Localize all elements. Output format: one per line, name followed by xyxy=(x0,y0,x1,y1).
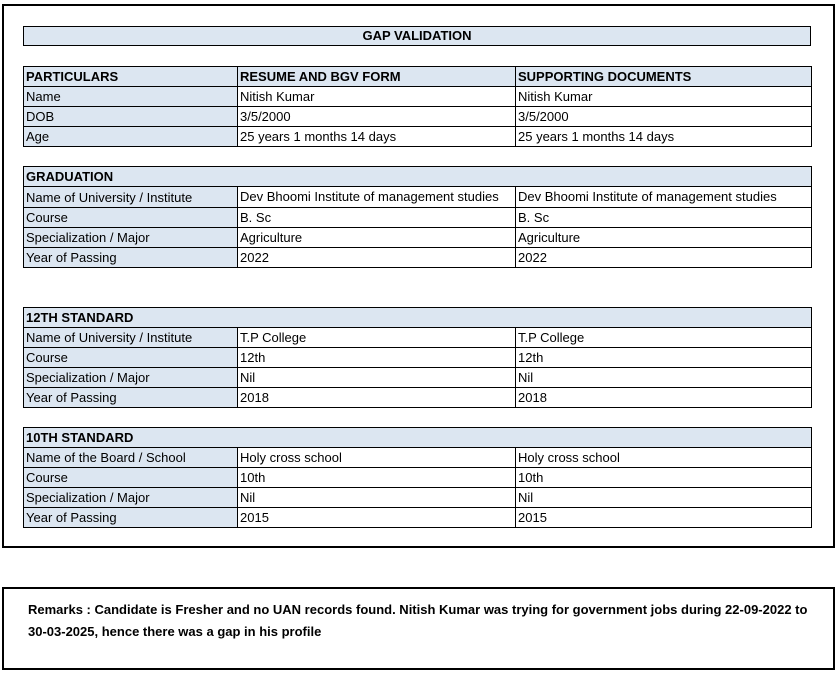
row-label: Name xyxy=(24,87,238,107)
column-header: SUPPORTING DOCUMENTS xyxy=(516,67,812,87)
table-row xyxy=(24,468,812,488)
row-label: Course xyxy=(24,208,238,228)
row-label: Name of University / Institute xyxy=(24,187,238,208)
table-header-row xyxy=(24,67,812,87)
row-label: Specialization / Major xyxy=(24,228,238,248)
resume-value: Nil xyxy=(238,488,516,508)
row-label: Specialization / Major xyxy=(24,368,238,388)
table-row xyxy=(24,388,812,408)
table-row xyxy=(24,328,812,348)
document-value: 12th xyxy=(516,348,812,368)
document-value: 10th xyxy=(516,468,812,488)
section-table xyxy=(23,427,812,528)
document-value: 2015 xyxy=(516,508,812,528)
document-value: Nil xyxy=(516,488,812,508)
table-row xyxy=(24,127,812,147)
row-label: Year of Passing xyxy=(24,248,238,268)
document-value: 2022 xyxy=(516,248,812,268)
section-table xyxy=(23,307,812,408)
section-title: GRADUATION xyxy=(24,167,812,187)
document-value: 3/5/2000 xyxy=(516,107,812,127)
table-row xyxy=(24,348,812,368)
remarks-box xyxy=(2,587,835,670)
resume-value: 2018 xyxy=(238,388,516,408)
document-value: Nil xyxy=(516,368,812,388)
row-label: DOB xyxy=(24,107,238,127)
document-value: Agriculture xyxy=(516,228,812,248)
row-label: Course xyxy=(24,468,238,488)
section-title: 10TH STANDARD xyxy=(24,428,812,448)
table-row xyxy=(24,107,812,127)
resume-value: Agriculture xyxy=(238,228,516,248)
document-value: B. Sc xyxy=(516,208,812,228)
section-header-row xyxy=(24,308,812,328)
table-row xyxy=(24,448,812,468)
particulars-table xyxy=(23,66,812,147)
document-value: 25 years 1 months 14 days xyxy=(516,127,812,147)
table-row xyxy=(24,368,812,388)
row-label: Name of University / Institute xyxy=(24,328,238,348)
section-title: 12TH STANDARD xyxy=(24,308,812,328)
resume-value: Dev Bhoomi Institute of management studies xyxy=(238,187,516,208)
resume-value: 2022 xyxy=(238,248,516,268)
document-value: Holy cross school xyxy=(516,448,812,468)
table-row xyxy=(24,208,812,228)
table-row xyxy=(24,488,812,508)
section-table xyxy=(23,166,812,268)
document-value: 2018 xyxy=(516,388,812,408)
document-value: T.P College xyxy=(516,328,812,348)
resume-value: Nitish Kumar xyxy=(238,87,516,107)
resume-value: T.P College xyxy=(238,328,516,348)
table-row xyxy=(24,248,812,268)
page-title: GAP VALIDATION xyxy=(23,26,811,46)
section-header-row xyxy=(24,167,812,187)
table-row xyxy=(24,508,812,528)
table-row xyxy=(24,228,812,248)
resume-value: 2015 xyxy=(238,508,516,528)
resume-value: Nil xyxy=(238,368,516,388)
row-label: Specialization / Major xyxy=(24,488,238,508)
section-header-row xyxy=(24,428,812,448)
resume-value: 12th xyxy=(238,348,516,368)
column-header: PARTICULARS xyxy=(24,67,238,87)
table-row xyxy=(24,87,812,107)
document-value: Dev Bhoomi Institute of management studies xyxy=(516,187,812,208)
resume-value: 25 years 1 months 14 days xyxy=(238,127,516,147)
resume-value: 3/5/2000 xyxy=(238,107,516,127)
row-label: Year of Passing xyxy=(24,508,238,528)
row-label: Age xyxy=(24,127,238,147)
remarks-text: Remarks : Candidate is Fresher and no UAN records found. Nitish Kumar was trying for government jobs during 22-09-2022 to 30-03-2025, hence there was a gap in his profile xyxy=(28,602,808,639)
resume-value: 10th xyxy=(238,468,516,488)
table-row xyxy=(24,187,812,208)
row-label: Year of Passing xyxy=(24,388,238,408)
column-header: RESUME AND BGV FORM xyxy=(238,67,516,87)
row-label: Name of the Board / School xyxy=(24,448,238,468)
resume-value: B. Sc xyxy=(238,208,516,228)
row-label: Course xyxy=(24,348,238,368)
resume-value: Holy cross school xyxy=(238,448,516,468)
document-value: Nitish Kumar xyxy=(516,87,812,107)
